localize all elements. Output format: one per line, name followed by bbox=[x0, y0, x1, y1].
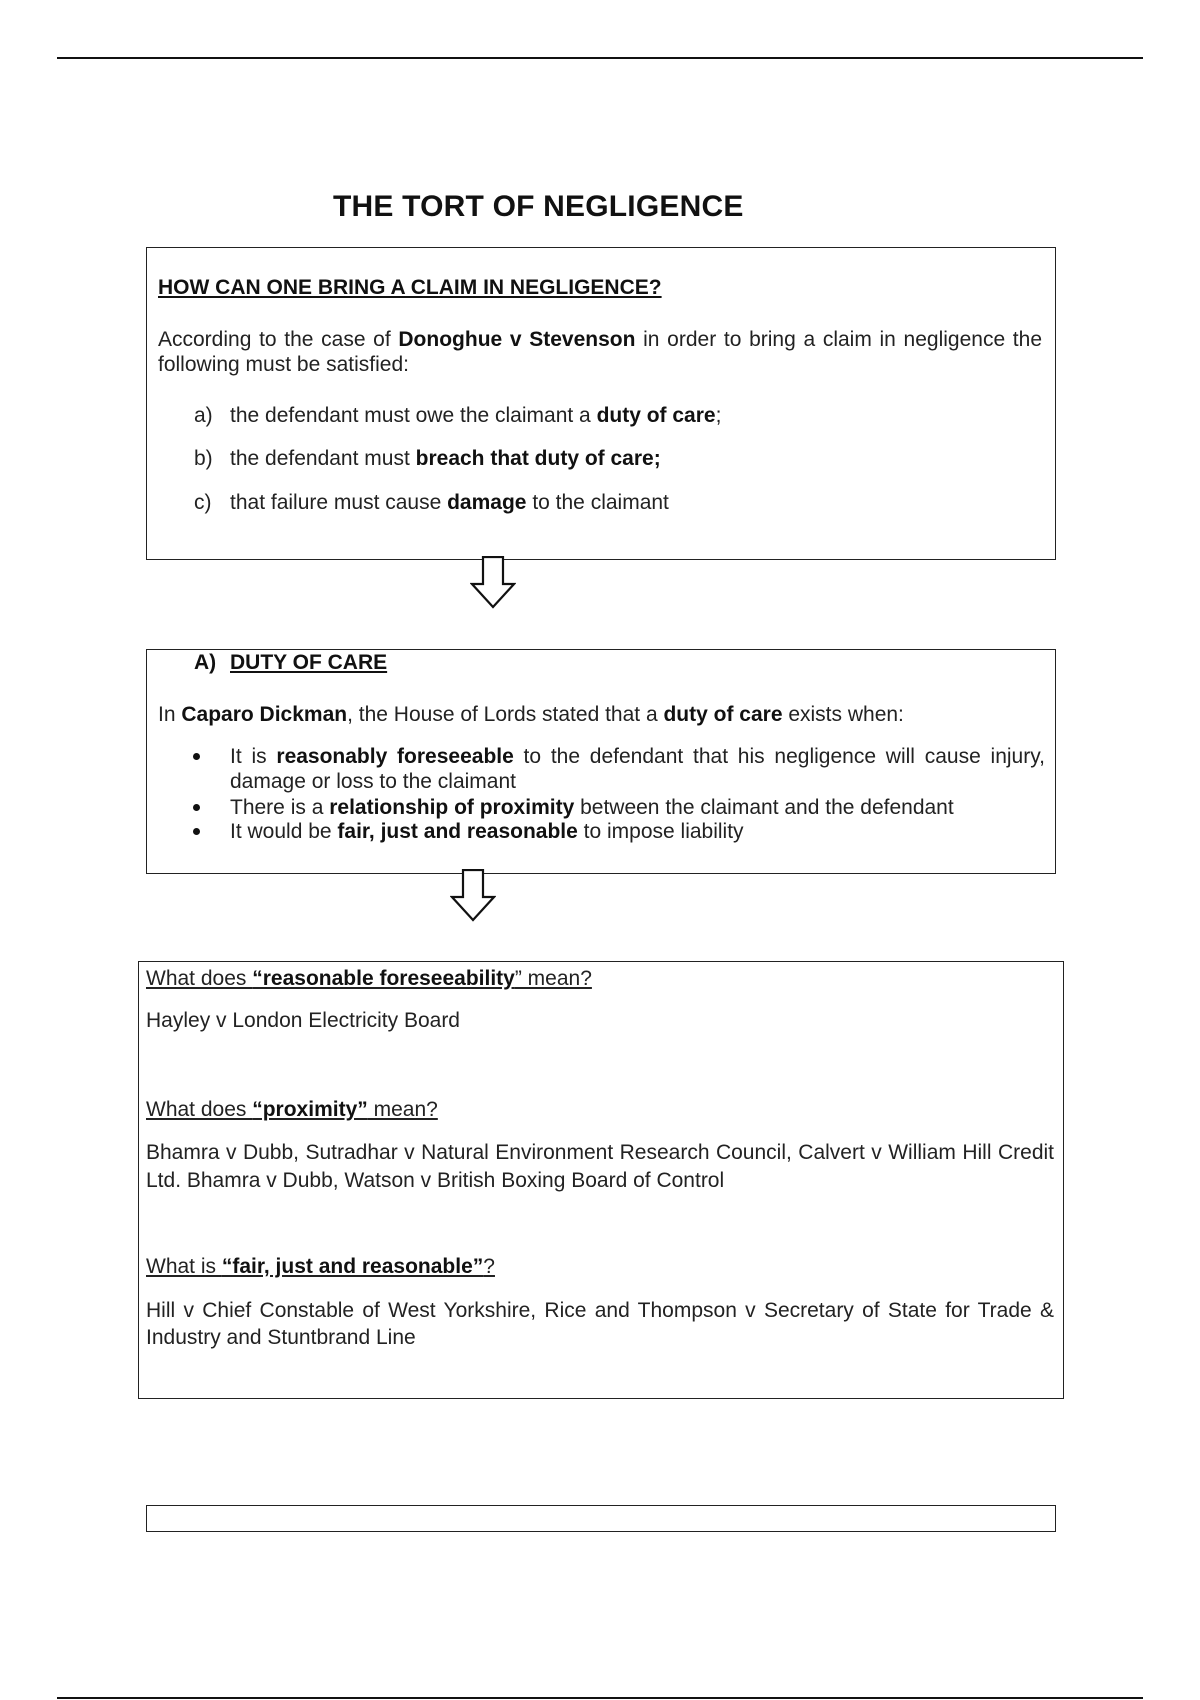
claim-intro-case: Donoghue v Stevenson bbox=[398, 328, 636, 351]
duty-bullet-1-bold: reasonably foreseeable bbox=[276, 745, 514, 768]
duty-box-heading: DUTY OF CARE bbox=[230, 651, 388, 674]
question-3-bold: “fair, just and reasonable” bbox=[221, 1255, 484, 1278]
claim-intro-suffix: in order to bring a claim in negligence the following must be satisfied: bbox=[158, 328, 1042, 376]
duty-intro-case: Caparo Dickman bbox=[181, 703, 348, 726]
question-1-prefix: What does bbox=[146, 967, 253, 990]
question-3-suffix: ? bbox=[483, 1255, 495, 1278]
duty-bullet-2-bold: relationship of proximity bbox=[329, 796, 575, 819]
question-3-prefix: What is bbox=[146, 1255, 222, 1278]
down-arrow-icon bbox=[450, 869, 496, 922]
claim-item-b bbox=[230, 446, 661, 471]
claim-item-a bbox=[230, 403, 721, 428]
claim-item-b-marker: b) bbox=[194, 447, 213, 470]
claim-item-a-suffix: ; bbox=[715, 404, 722, 427]
claim-box-heading: HOW CAN ONE BRING A CLAIM IN NEGLIGENCE? bbox=[158, 276, 662, 299]
claim-box-intro bbox=[158, 327, 1042, 377]
duty-tests-box bbox=[138, 961, 1064, 1399]
claim-requirements-box bbox=[146, 247, 1056, 560]
duty-bullet-3-suffix: to impose liability bbox=[577, 820, 744, 843]
claim-item-b-text: the defendant must bbox=[230, 447, 416, 470]
down-arrow-icon bbox=[470, 556, 516, 609]
bullet-icon bbox=[193, 828, 200, 835]
claim-intro-prefix: According to the case of bbox=[158, 328, 399, 351]
duty-bullet-2-suffix: between the claimant and the defendant bbox=[574, 796, 954, 819]
claim-item-a-bold: duty of care bbox=[596, 404, 716, 427]
empty-box bbox=[146, 1505, 1056, 1532]
claim-item-b-bold: breach that duty of care; bbox=[415, 447, 661, 470]
claim-item-c-bold: damage bbox=[447, 491, 527, 514]
question-proximity bbox=[146, 1097, 438, 1122]
duty-bullet-2-prefix: There is a bbox=[230, 796, 330, 819]
question-foreseeability bbox=[146, 966, 592, 991]
duty-bullet-2 bbox=[230, 795, 954, 820]
claim-item-c-text: that failure must cause bbox=[230, 491, 448, 514]
duty-bullet-1-prefix: It is bbox=[230, 745, 277, 768]
duty-bullet-1-suffix: to the defendant that his negligence will cause injury, damage or loss to the claimant bbox=[230, 745, 1045, 793]
question-fair-just-reasonable bbox=[146, 1254, 495, 1279]
header-rule bbox=[57, 57, 1143, 59]
duty-intro-bold: duty of care bbox=[663, 703, 783, 726]
footer-rule bbox=[57, 1697, 1143, 1699]
duty-box-intro bbox=[158, 702, 904, 727]
duty-intro-suffix: exists when: bbox=[782, 703, 904, 726]
duty-bullet-3 bbox=[230, 819, 744, 844]
page-title: THE TORT OF NEGLIGENCE bbox=[333, 190, 744, 223]
answer-fair-just-reasonable: Hill v Chief Constable of West Yorkshire, Rice and Thompson v Secretary of State for Trade & Industry and Stuntbrand Line bbox=[146, 1299, 1054, 1349]
question-2-prefix: What does bbox=[146, 1098, 253, 1121]
answer-proximity: Bhamra v Dubb, Sutradhar v Natural Environment Research Council, Calvert v William Hill Credit Ltd. Bhamra v Dubb, Watson v British Boxing Board of Control bbox=[146, 1141, 1054, 1192]
duty-of-care-box bbox=[146, 649, 1056, 874]
claim-item-c-suffix: to the claimant bbox=[526, 491, 669, 514]
question-1-suffix: ” mean? bbox=[514, 967, 592, 990]
question-1-bold: “reasonable foreseeability bbox=[252, 967, 515, 990]
claim-item-c bbox=[230, 490, 669, 515]
duty-intro-middle: , the House of Lords stated that a bbox=[347, 703, 664, 726]
duty-bullet-1 bbox=[230, 744, 1045, 794]
duty-bullet-3-prefix: It would be bbox=[230, 820, 338, 843]
bullet-icon bbox=[193, 753, 200, 760]
answer-foreseeability: Hayley v London Electricity Board bbox=[146, 1009, 460, 1032]
question-2-suffix: mean? bbox=[367, 1098, 438, 1121]
question-2-bold: “proximity” bbox=[252, 1098, 368, 1121]
claim-item-a-text: the defendant must owe the claimant a bbox=[230, 404, 597, 427]
duty-intro-prefix: In bbox=[158, 703, 182, 726]
claim-item-c-marker: c) bbox=[194, 491, 212, 514]
bullet-icon bbox=[193, 804, 200, 811]
duty-box-marker: A) bbox=[194, 651, 217, 674]
duty-bullet-3-bold: fair, just and reasonable bbox=[337, 820, 578, 843]
claim-item-a-marker: a) bbox=[194, 404, 213, 427]
